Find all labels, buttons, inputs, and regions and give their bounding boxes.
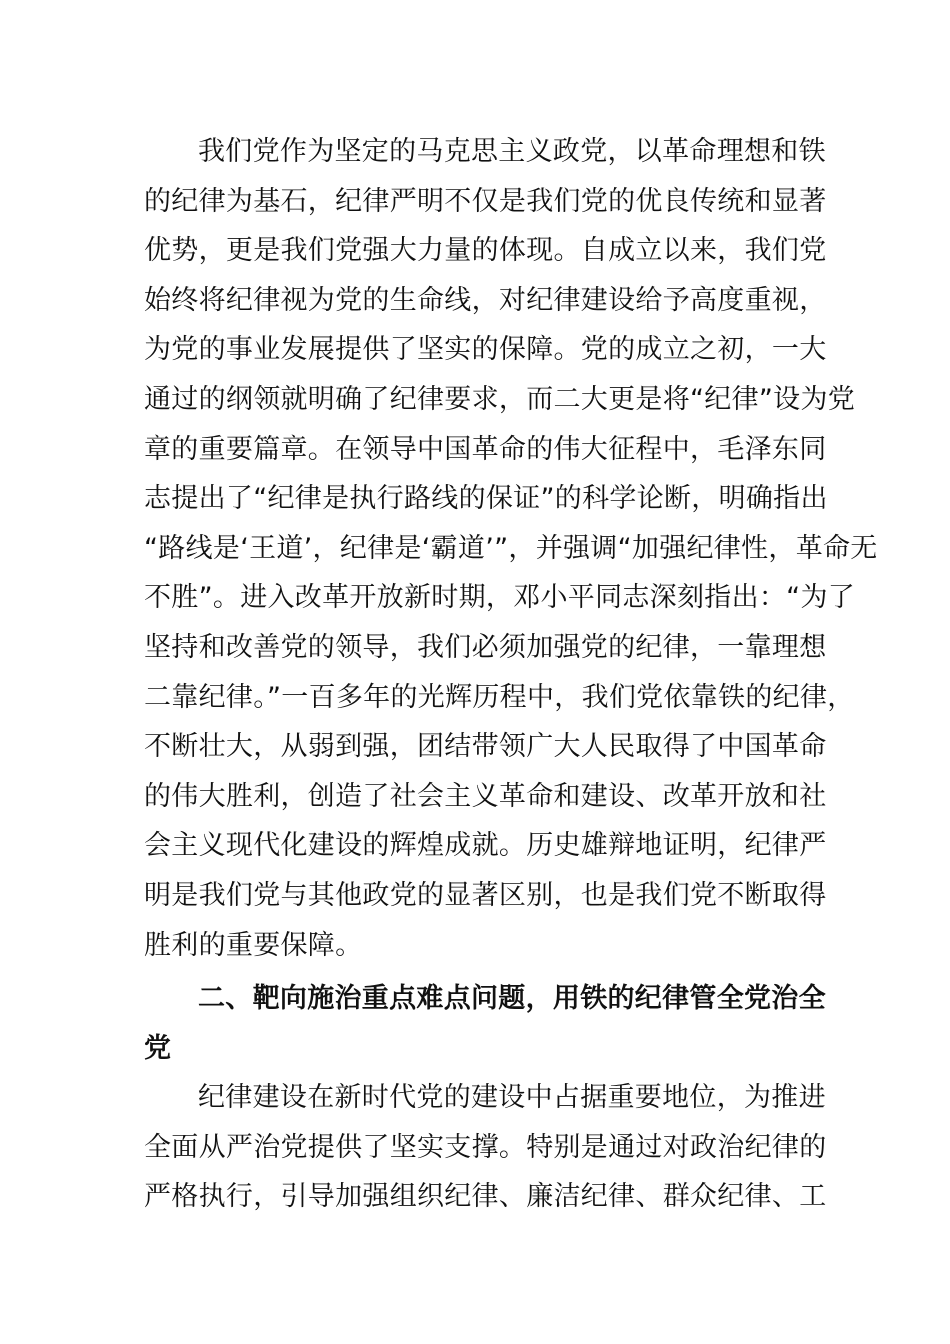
heading-line: 二、靶向施治重点难点问题，用铁的纪律管全党治全: [198, 983, 826, 1014]
text-line: 章的重要篇章。在领导中国革命的伟大征程中，毛泽东同: [144, 433, 827, 465]
text-line: 胜利的重要保障。: [144, 929, 363, 961]
text-line: 的伟大胜利，创造了社会主义革命和建设、改革开放和社: [144, 780, 827, 812]
text-line: 我们党作为坚定的马克思主义政党，以革命理想和铁: [198, 136, 826, 167]
heading-line: 党: [144, 1032, 172, 1064]
text-line: 全面从严治党提供了坚实支撑。特别是通过对政治纪律的: [144, 1131, 827, 1163]
text-line: 的纪律为基石，纪律严明不仅是我们党的优良传统和显著: [144, 185, 827, 217]
text-line: 不胜”。进入改革开放新时期，邓小平同志深刻指出：“为了: [144, 582, 856, 614]
paragraph-discipline-history: [144, 127, 878, 970]
text-line: 坚持和改善党的领导，我们必须加强党的纪律，一靠理想: [144, 631, 827, 663]
text-line: 通过的纲领就明确了纪律要求，而二大更是将“纪律”设为党: [144, 383, 856, 415]
paragraph-discipline-new-era: [144, 1073, 844, 1222]
text-line: 二靠纪律。”一百多年的光辉历程中，我们党依靠铁的纪律，: [144, 681, 855, 713]
text-line: 为党的事业发展提供了坚实的保障。党的成立之初，一大: [144, 334, 827, 366]
text-line: 严格执行，引导加强组织纪律、廉洁纪律、群众纪律、工: [144, 1181, 827, 1213]
text-line: 会主义现代化建设的辉煌成就。历史雄辩地证明，纪律严: [144, 830, 827, 862]
section-heading: [144, 974, 844, 1073]
text-line: “路线是‘王道’，纪律是‘霸道’”，并强调“加强纪律性，革命无: [144, 532, 878, 564]
text-line: 始终将纪律视为党的生命线，对纪律建设给予高度重视，: [144, 284, 827, 316]
text-line: 纪律建设在新时代党的建设中占据重要地位，为推进: [198, 1082, 826, 1113]
text-line: 明是我们党与其他政党的显著区别，也是我们党不断取得: [144, 879, 827, 911]
text-line: 志提出了“纪律是执行路线的保证”的科学论断，明确指出: [144, 483, 828, 515]
text-line: 优势，更是我们党强大力量的体现。自成立以来，我们党: [144, 235, 827, 267]
text-line: 不断壮大，从弱到强，团结带领广大人民取得了中国革命: [144, 731, 827, 763]
